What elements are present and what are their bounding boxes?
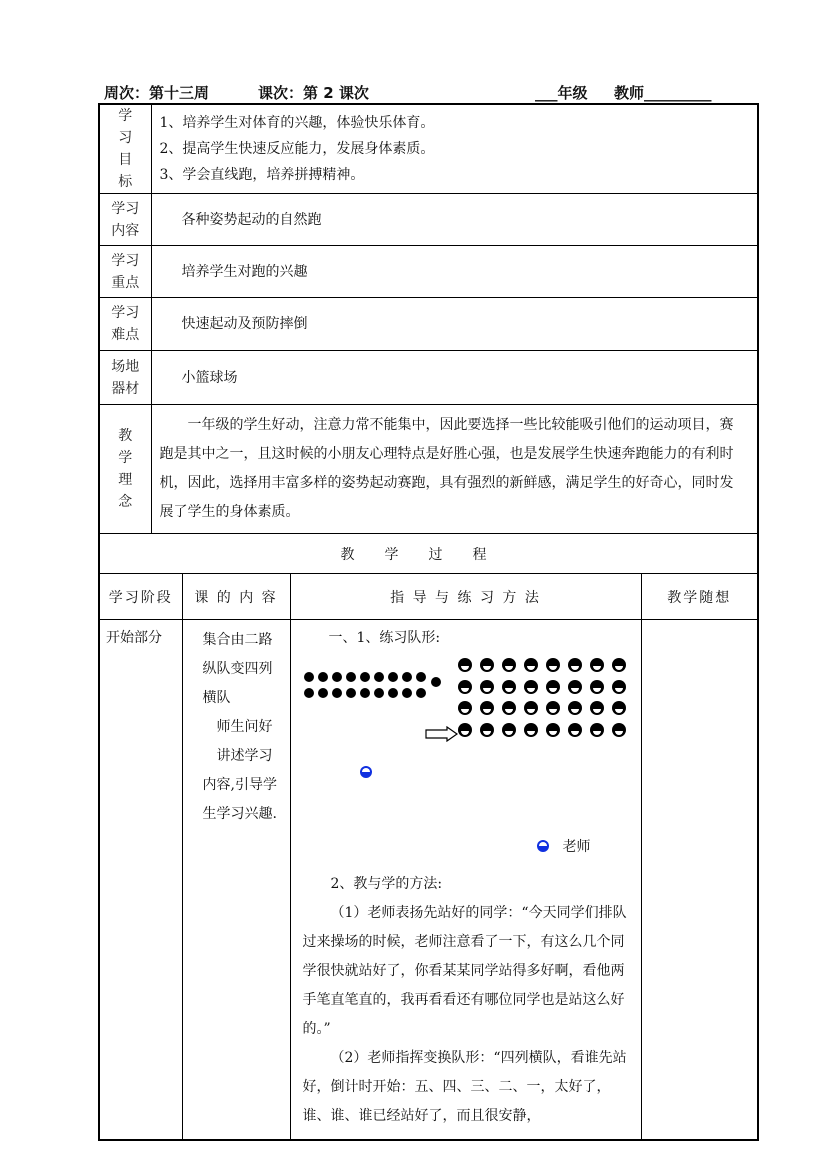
col-method: 指 导 与 练 习 方 法 [290,574,641,620]
column-student-marker [304,688,314,698]
method-paragraph-2: （2）老师指挥变换队形：“四列横队，看谁先站好，倒计时开始：五、四、三、二、一，太好了，谁、谁、谁已经站好了，而且很安静， [302,1050,627,1124]
row-student-marker [458,723,472,737]
column-student-marker [416,672,426,682]
philosophy-text: 一年级的学生好动，注意力常不能集中，因此要选择一些比较能吸引他们的运动项目，赛跑是其中之一，且这时候的小朋友心理特点是好胜心强，也是发展学生快速奔跑能力的有利时机，因此，选择用丰富多样的姿势起动赛跑，具有强烈的新鲜感，满足学生的好奇心，同时发展了学生的身体素质。 [151,405,758,534]
venue-label: 场地 器材 [99,351,151,405]
row-student-marker [590,701,604,715]
column-student-marker [388,688,398,698]
column-student-marker [388,672,398,682]
lesson-label: 课次：第 2 课次 [258,84,369,102]
column-student-marker [332,672,342,682]
column-student-marker [318,688,328,698]
leader-student-marker [431,677,441,687]
col-content: 课 的 内 容 [182,574,290,620]
start-stage: 开始部分 [99,620,182,1141]
row-student-marker [458,680,472,694]
focus-text: 培养学生对跑的兴趣 [151,246,758,298]
content-item: 讲述学习内容,引导学生学习兴趣. [202,748,277,822]
col-notes: 教学随想 [641,574,758,620]
row-student-marker [524,680,538,694]
legend-label: 老师 [562,839,591,855]
arrow-right-icon [425,726,459,742]
objectives-list: 1、培养学生对体育的兴趣，体验快乐体育。 2、提高学生快速反应能力，发展身体素质。 3、学会直线跑，培养拼搏精神。 [151,104,758,194]
grade-label: ___年级 [535,84,588,102]
process-title: 教学过程 [99,534,758,574]
column-student-marker [416,688,426,698]
row-student-marker [546,680,560,694]
row-student-marker [590,680,604,694]
column-student-marker [374,688,384,698]
content-text: 各种姿势起动的自然跑 [151,194,758,246]
row-student-marker [480,658,494,672]
column-student-marker [346,672,356,682]
column-student-marker [402,672,412,682]
difficulty-label: 学习 难点 [99,298,151,351]
row-student-marker [612,680,626,694]
difficulty-text: 快速起动及预防摔倒 [151,298,758,351]
philosophy-label: 教 学 理 念 [99,405,151,534]
content-item: 集合由二路纵队变四列横队 [202,632,273,706]
column-student-marker [360,688,370,698]
objectives-label: 学 习 目 标 [99,104,151,194]
start-content [182,620,290,1141]
method-heading: 2、教与学的方法: [330,876,443,892]
start-section-row [99,620,758,1141]
start-notes [641,620,758,1141]
row-student-marker [480,701,494,715]
row-student-marker [612,701,626,715]
teacher-marker [360,766,372,778]
process-column-headers [99,574,758,620]
column-student-marker [304,672,314,682]
formation-title: 一、1、练习队形: [328,630,441,646]
row-student-marker [502,658,516,672]
row-student-marker [612,658,626,672]
method-paragraph-1: （1）老师表扬先站好的同学：“今天同学们排队过来操场的时候，老师注意看了一下，有这么几个同学很快就站好了，你看某某同学站得多好啊，看他两手笔直笔直的，我再看看还有哪位同学也是站这么好的。” [302,905,627,1037]
row-student-marker [458,701,472,715]
content-item: 师生问好 [216,719,273,735]
start-method [290,620,641,1141]
row-student-marker [546,701,560,715]
column-student-marker [332,688,342,698]
row-student-marker [502,680,516,694]
row-student-marker [546,723,560,737]
row-student-marker [546,658,560,672]
row-student-marker [612,723,626,737]
row-student-marker [458,658,472,672]
row-student-marker [480,723,494,737]
formation-diagram [291,650,641,855]
row-student-marker [590,723,604,737]
row-student-marker [480,680,494,694]
row-student-marker [568,723,582,737]
row-student-marker [524,701,538,715]
content-label: 学习 内容 [99,194,151,246]
row-student-marker [568,701,582,715]
row-student-marker [502,701,516,715]
focus-label: 学习 重点 [99,246,151,298]
row-student-marker [524,723,538,737]
row-student-marker [568,680,582,694]
row-student-marker [502,723,516,737]
column-student-marker [402,688,412,698]
row-student-marker [590,658,604,672]
column-student-marker [360,672,370,682]
row-student-marker [524,658,538,672]
week-label: 周次：第十三周 [104,84,210,102]
lesson-plan-table [98,103,759,1141]
column-student-marker [318,672,328,682]
col-stage: 学习阶段 [99,574,182,620]
objectives-row [99,104,758,194]
column-student-marker [374,672,384,682]
venue-text: 小篮球场 [151,351,758,405]
column-student-marker [346,688,356,698]
legend-teacher-icon [537,840,549,852]
row-student-marker [568,658,582,672]
teacher-label: 教师_________ [614,84,712,102]
